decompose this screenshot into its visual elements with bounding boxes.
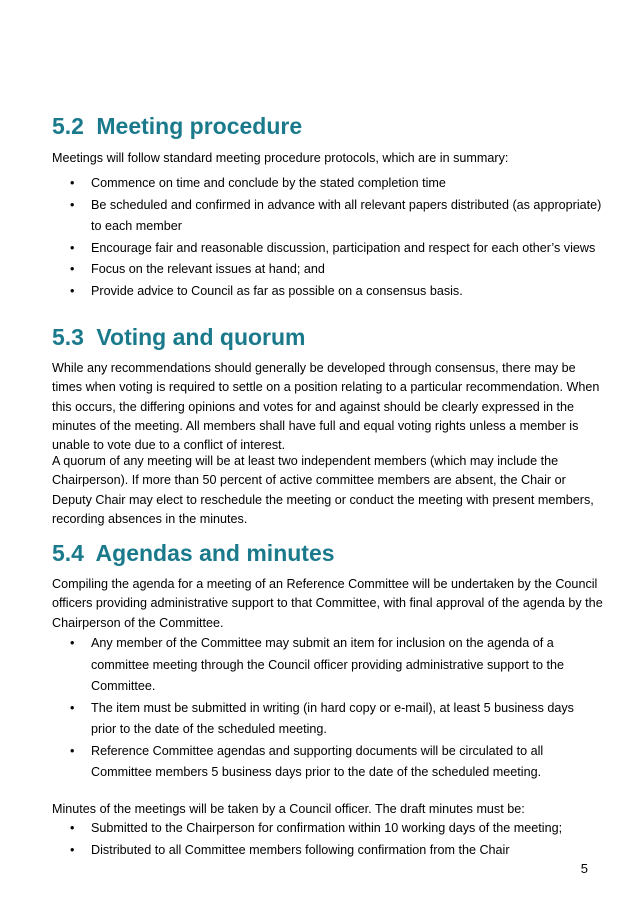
text-line: Committee members 5 business days prior to the date of the scheduled meeting. <box>91 765 542 779</box>
quorum-paragraph <box>52 452 612 529</box>
section-heading-5-2 <box>52 113 302 140</box>
section-5-2-intro: Meetings will follow standard meeting procedure protocols, which are in summary: <box>52 151 509 165</box>
section-title: Meeting procedure <box>96 113 303 139</box>
section-heading-5-3 <box>52 324 306 351</box>
list-item <box>52 633 612 698</box>
bullet-icon: • <box>70 821 75 835</box>
bullet-icon: • <box>70 843 75 857</box>
minutes-intro: Minutes of the meetings will be taken by a Council officer. The draft minutes must be: <box>52 802 525 816</box>
list-item <box>52 195 612 238</box>
text-line: Reference Committee agendas and supporting documents will be circulated to all <box>91 743 544 758</box>
text-line: Deputy Chair may elect to reschedule the meeting or conduct the meeting with present members, <box>52 492 594 507</box>
bullet-icon: • <box>70 283 75 298</box>
bullet-icon: • <box>70 636 75 650</box>
text-line: Compiling the agenda for a meeting of an Reference Committee will be undertaken by the Council <box>52 577 598 591</box>
text-line: Chairperson). If more than 50 percent of active committee members are absent, the Chair or <box>52 473 566 488</box>
list-item <box>52 741 612 784</box>
list-item <box>52 259 612 281</box>
text-line: Any member of the Committee may submit an item for inclusion on the agenda of a <box>91 636 554 650</box>
bullet-icon: • <box>70 700 75 715</box>
text-line: to each member <box>91 219 182 233</box>
section-title: Agendas and minutes <box>95 540 335 566</box>
list-item <box>52 839 612 861</box>
section-title: Voting and quorum <box>96 324 306 350</box>
text-line: prior to the date of the scheduled meeting. <box>91 722 327 736</box>
list-item <box>52 238 612 260</box>
text-line: recording absences in the minutes. <box>52 511 248 526</box>
bullet-icon: • <box>70 743 75 758</box>
meeting-procedure-list <box>52 173 612 302</box>
list-item <box>52 817 612 839</box>
text-line: Distributed to all Committee members following confirmation from the Chair <box>91 843 510 857</box>
list-item <box>52 281 612 303</box>
bullet-icon: • <box>70 197 75 212</box>
agenda-paragraph <box>52 575 612 633</box>
text-line: Provide advice to Council as far as possible on a consensus basis. <box>91 283 463 298</box>
section-number: 5.2 <box>52 113 84 139</box>
text-line: Be scheduled and confirmed in advance with all relevant papers distributed (as appropriate) <box>91 197 602 212</box>
text-line: this occurs, the differing opinions and votes for and against should be clearly expressed in the <box>52 399 575 414</box>
bullet-icon: • <box>70 176 75 190</box>
voting-paragraph <box>52 359 612 455</box>
agenda-list <box>52 633 612 784</box>
text-line: Commence on time and conclude by the stated completion time <box>91 176 446 190</box>
text-line: committee meeting through the Council officer providing administrative support to the <box>91 657 564 672</box>
text-line: Chairperson of the Committee. <box>52 615 224 630</box>
section-heading-5-4 <box>52 540 335 567</box>
text-line: Committee. <box>91 679 156 693</box>
section-number: 5.4 <box>52 540 84 566</box>
text-line: A quorum of any meeting will be at least two independent members (which may include the <box>52 454 559 468</box>
text-line: Submitted to the Chairperson for confirmation within 10 working days of the meeting; <box>91 821 563 835</box>
list-item <box>52 698 612 741</box>
bullet-icon: • <box>70 240 75 255</box>
bullet-icon: • <box>70 262 75 276</box>
text-line: The item must be submitted in writing (in hard copy or e-mail), at least 5 business days <box>91 700 574 715</box>
section-number: 5.3 <box>52 324 84 350</box>
text-line: officers providing administrative support to that Committee, with final approval of the agenda by the <box>52 596 603 611</box>
text-line: unable to vote due to a conflict of interest. <box>52 438 286 453</box>
text-line: Encourage fair and reasonable discussion, participation and respect for each other’s views <box>91 240 596 255</box>
page-number: 5 <box>580 861 588 876</box>
minutes-list <box>52 817 612 861</box>
text-line: While any recommendations should generally be developed through consensus, there may be <box>52 361 576 375</box>
text-line: times when voting is required to settle on a position relating to a particular recommendation. When <box>52 380 600 395</box>
text-line: Focus on the relevant issues at hand; and <box>91 262 325 276</box>
list-item <box>52 173 612 195</box>
text-line: minutes of the meeting. All members shall have full and equal voting rights unless a member is <box>52 418 579 433</box>
